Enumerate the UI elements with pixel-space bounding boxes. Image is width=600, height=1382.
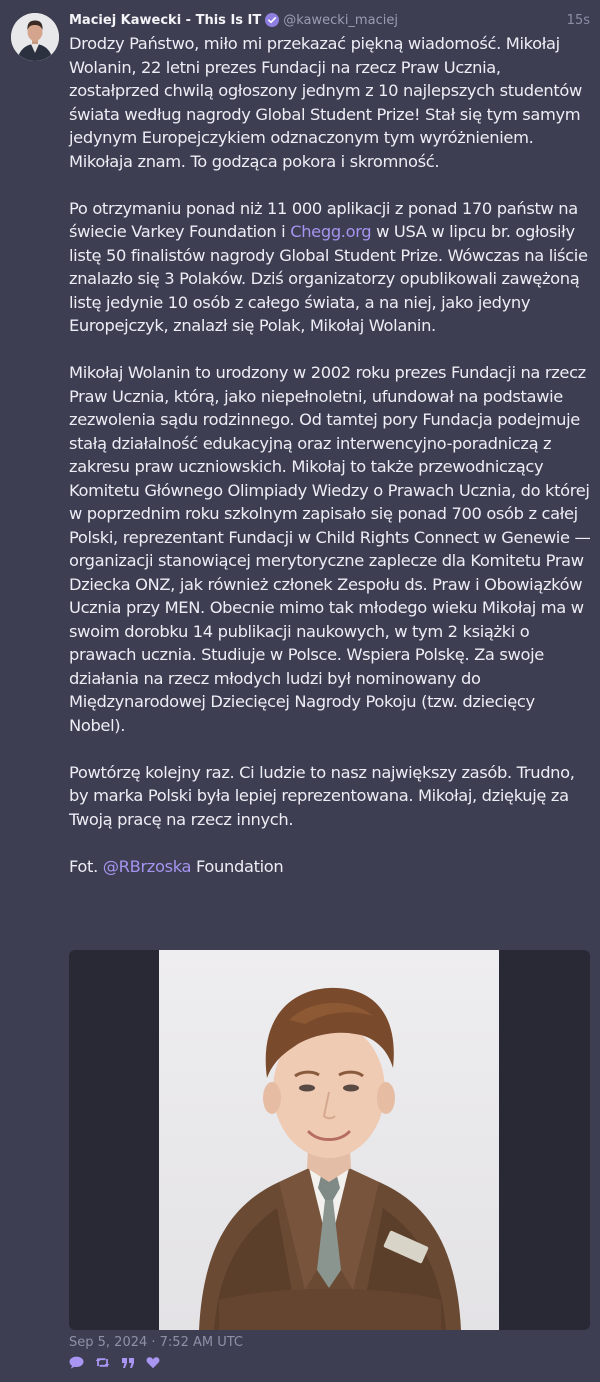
full-timestamp[interactable]: Sep 5, 2024 · 7:52 AM UTC bbox=[69, 1335, 243, 1350]
paragraph-5 bbox=[69, 855, 593, 879]
heart-icon bbox=[146, 1356, 160, 1369]
reply-button[interactable] bbox=[69, 1356, 84, 1369]
reply-icon bbox=[69, 1356, 84, 1369]
mention-link[interactable]: @RBrzoska bbox=[102, 856, 192, 876]
post-actions bbox=[69, 1356, 171, 1369]
relative-timestamp[interactable]: 15s bbox=[566, 12, 590, 28]
paragraph-1: Drodzy Państwo, miło mi przekazać piękną wiadomość. Mikołaj Wolanin, 22 letni prezes Fundacji na rzecz Praw Ucznia, zostałprzed chwilą ogłoszony jednym z 10 najlepszych studentów świata według nagrody Global Student Prize! Stał się tym samym jedynym Europejczykiem odznaczonym tym wyróżnieniem. Mikołaja znam. To godząca pokora i skromność. bbox=[69, 34, 582, 171]
quote-button[interactable] bbox=[121, 1357, 135, 1369]
paragraph-4: Powtórzę kolejny raz. Ci ludzie to nasz największy zasób. Trudno, by marka Polski była lepiej reprezentowana. Mikołaj, dziękuję za Twoją pracę na rzecz innych. bbox=[69, 762, 575, 829]
author-avatar[interactable] bbox=[11, 13, 59, 61]
like-button[interactable] bbox=[146, 1356, 160, 1369]
boost-button[interactable] bbox=[95, 1356, 110, 1369]
verified-badge-icon bbox=[265, 13, 279, 27]
boost-icon bbox=[95, 1356, 110, 1369]
post-content bbox=[69, 32, 593, 878]
author-display-name[interactable]: Maciej Kawecki - This Is IT bbox=[69, 12, 262, 28]
paragraph-2-text-end: w USA w lipcu br. ogłosiły listę 50 finalistów nagrody Global Student Prize. Wówczas na liście znalazło się 3 Polaków. Dziś organizatorzy opublikowali zawężoną listę jedynie 10 osób z całego świata, a na niej, jako jedyny Europejczyk, znalazł się Polak, Mikołaj Wolanin. bbox=[69, 222, 588, 335]
post-header bbox=[69, 10, 590, 30]
portrait-photo bbox=[159, 950, 499, 1330]
media-attachment[interactable] bbox=[69, 950, 590, 1330]
chegg-link[interactable]: Chegg.org bbox=[290, 222, 372, 241]
photo-credit-prefix: Fot. bbox=[69, 856, 103, 876]
paragraph-2-text-start: Po otrzymaniu ponad niż 11 000 aplikacji z ponad 170 państw na świecie Varkey Foundation i bbox=[69, 198, 578, 241]
quote-icon bbox=[121, 1357, 135, 1369]
author-handle[interactable]: @kawecki_maciej bbox=[283, 12, 398, 28]
paragraph-3: Mikołaj Wolanin to urodzony w 2002 roku prezes Fundacji na rzecz Praw Ucznia, którą, jako niepełnoletni, ufundował na podstawie zezwolenia sądu rodzinnego. Od tamtej pory Fundacja podejmuje stałą działalność edukacyjną oraz interwencyjno-poradniczą z zakresu praw uczniowskich. Mikołaj to także przewodniczący Komitetu Głównego Olimpiady Wiedzy o Prawach Ucznia, do której w poprzednim roku szkolnym zapisało się ponad 700 osób z całej Polski, reprezentant Fundacji w Child Rights Connect w Genewie — organizacji stanowiącej merytoryczne zaplecze dla Komitetu Praw Dziecka ONZ, jak również członek Zespołu ds. Praw i Obowiązków Ucznia przy MEN. Obecnie mimo tak młodego wieku Mikołaj ma w swoim dorobku 14 publikacji naukowych, w tym 2 książki o prawach ucznia. Studiuje w Polsce. Wspiera Polskę. Za swoje działania na rzecz młodych ludzi był nominowany do Międzynarodowej Dziecięcej Nagrody Pokoju (tzw. dziecięcy Nobel). bbox=[69, 363, 591, 735]
photo-credit-suffix: Foundation bbox=[191, 856, 284, 876]
paragraph-2 bbox=[69, 197, 593, 338]
avatar-image bbox=[11, 13, 59, 61]
